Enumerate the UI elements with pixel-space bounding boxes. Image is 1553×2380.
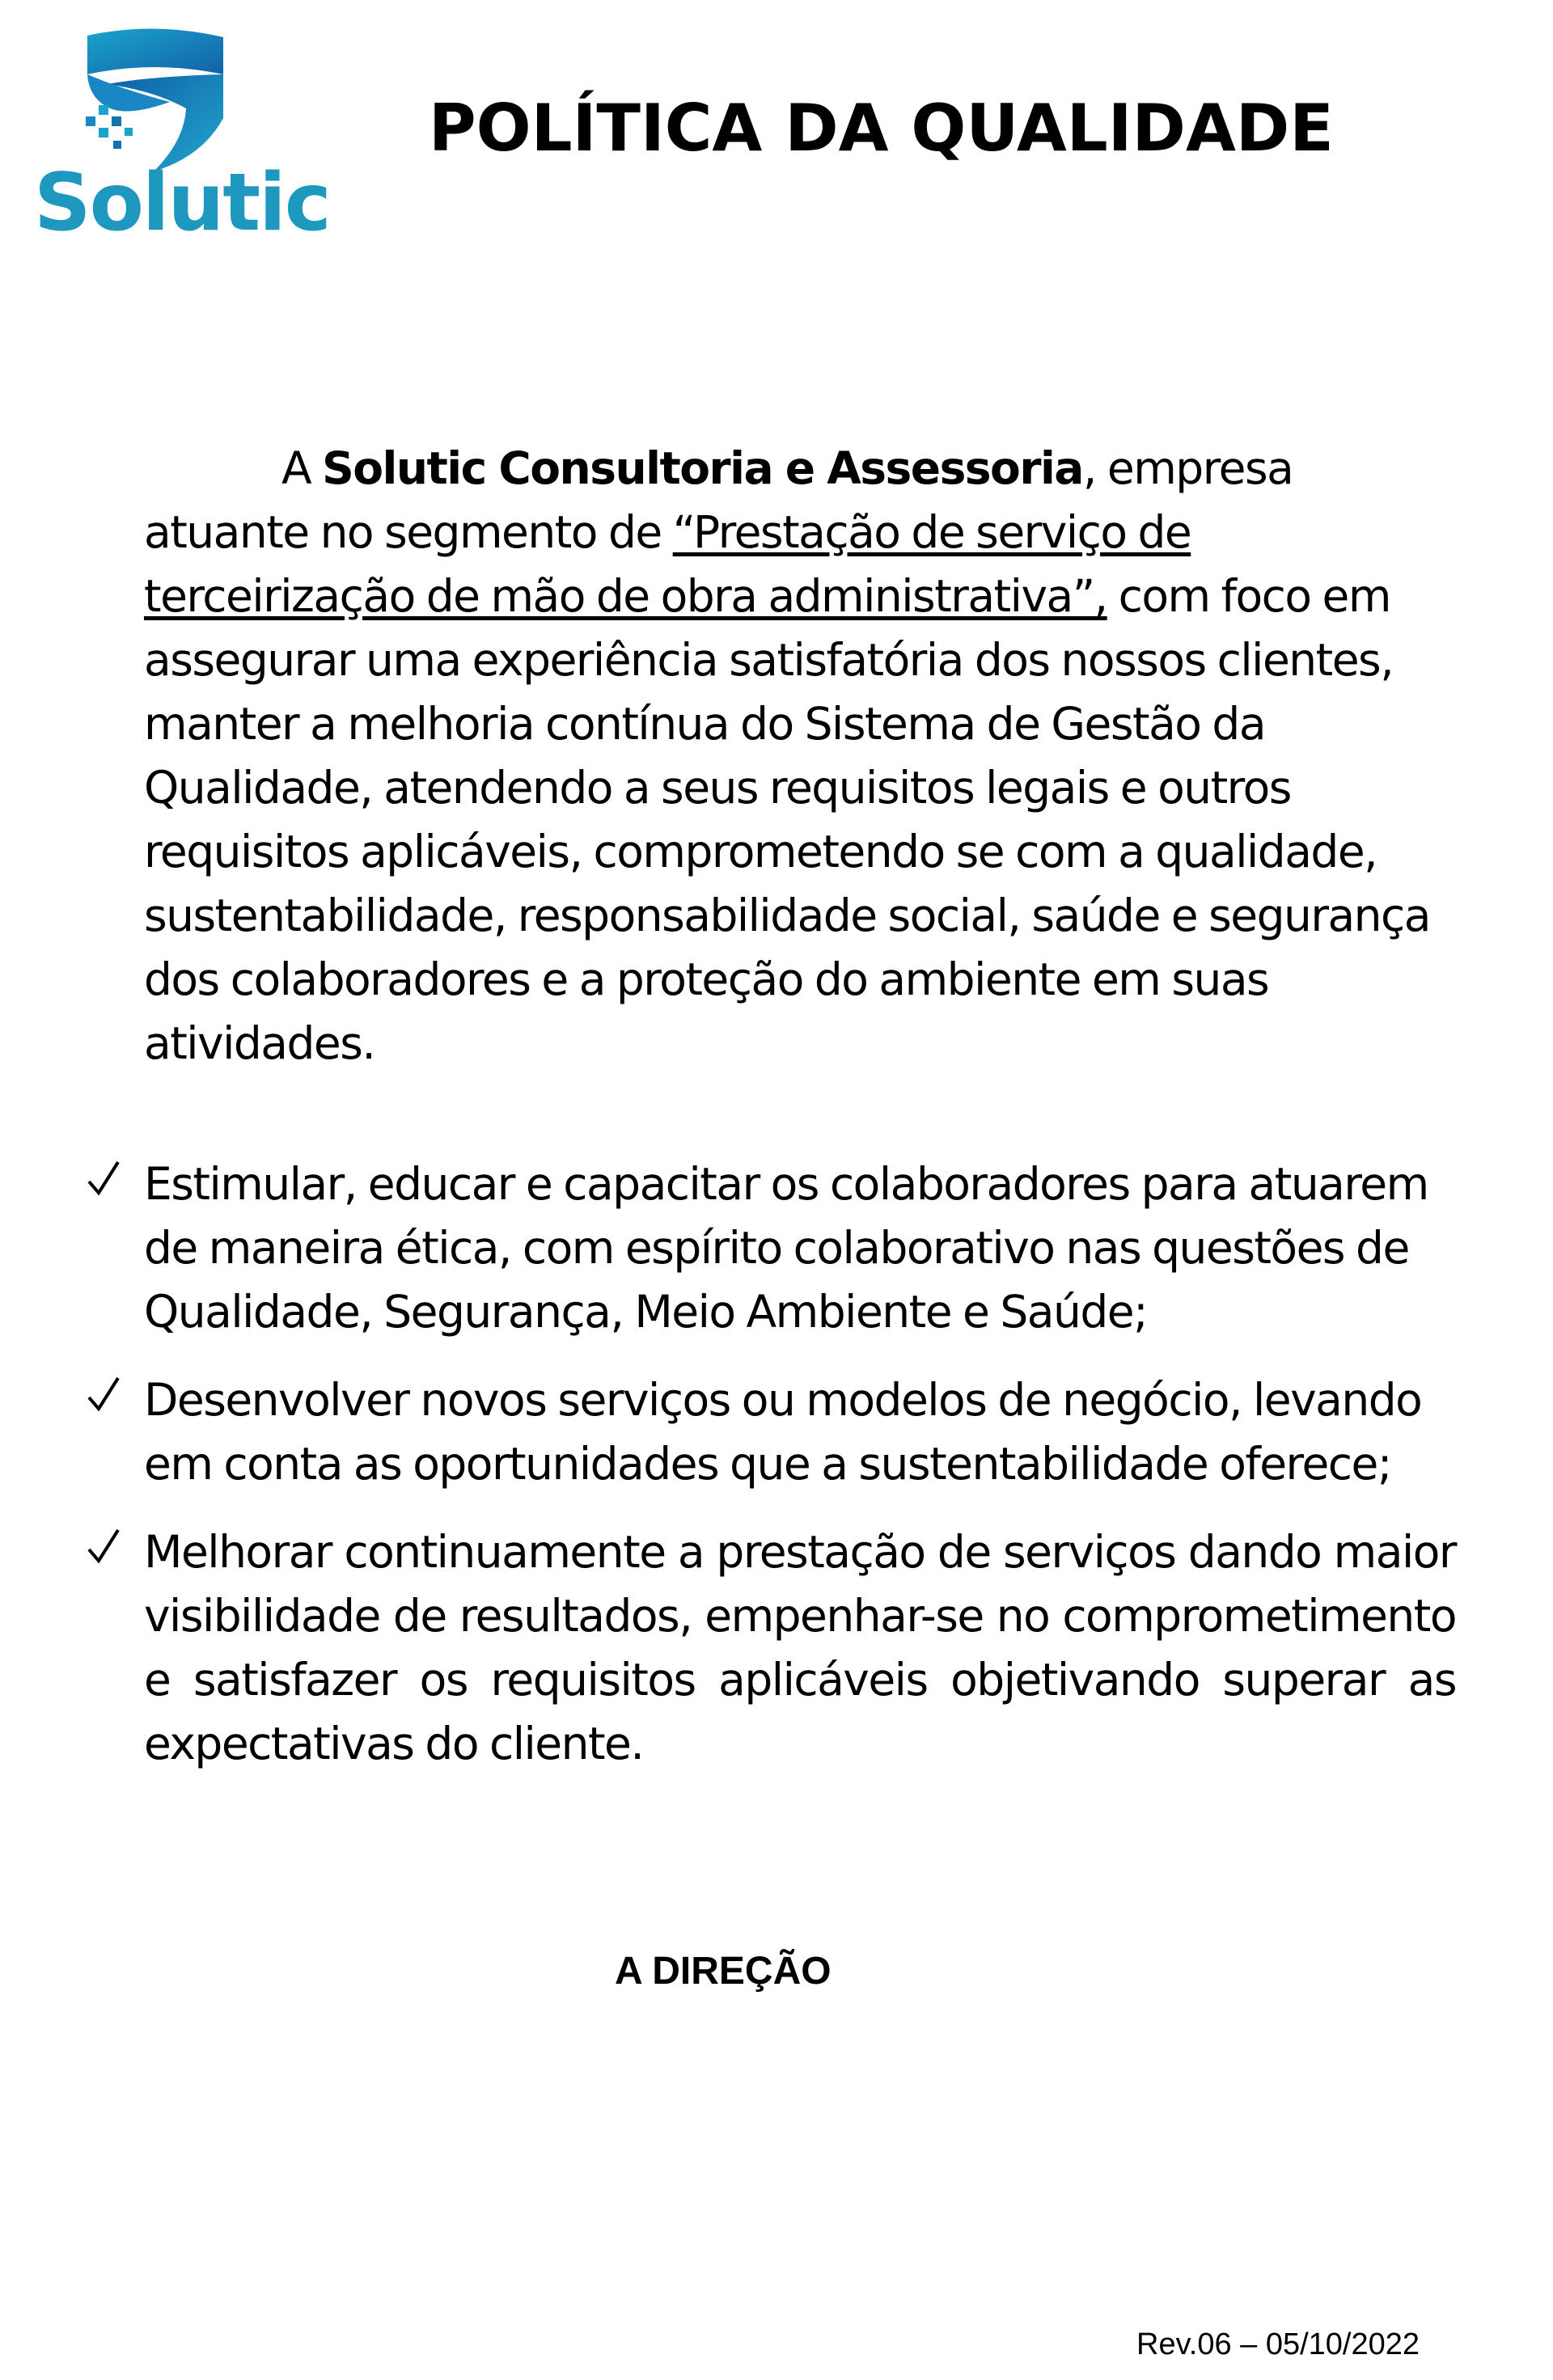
company-name: Solutic Consultoria e Assessoria bbox=[322, 442, 1083, 494]
checkmark-icon bbox=[86, 1154, 121, 1203]
intro-paragraph bbox=[144, 437, 1454, 1076]
checkmark-icon bbox=[86, 1370, 121, 1418]
checkmark-icon bbox=[86, 1522, 121, 1570]
logo-wordmark: Solutic bbox=[34, 157, 330, 249]
commitment-text: Desenvolver novos serviços ou modelos de negócio, levando em conta as oportunidades que a sustentabilidade oferece; bbox=[144, 1374, 1422, 1490]
intro-text-end: com foco em assegurar uma experiência satisfatória dos nossos clientes, manter a melhoria contínua do Sistema de Gestão da Qualidade, atendendo a seus requisitos legais e outros requisitos aplicáveis, comprometendo se com a qualidade, sustentabilidade, responsabilidade social, saúde e segurança dos colaboradores e a proteção do ambiente em suas atividades. bbox=[144, 570, 1430, 1069]
commitment-text: Melhorar continuamente a prestação de serviços dando maior visibilidade de resultados, empenhar-se no comprometimento e satisfazer os requisitos aplicáveis objetivando superar as expectativas do cliente. bbox=[144, 1526, 1456, 1769]
intro-text-middle: , empresa atuante no segmento de bbox=[144, 442, 1293, 558]
commitment-list bbox=[81, 1152, 1456, 1800]
company-logo bbox=[32, 27, 330, 249]
commitment-item bbox=[81, 1152, 1456, 1344]
signature: A DIREÇÃO bbox=[615, 1950, 832, 1993]
logo-shield-icon bbox=[32, 27, 330, 249]
revision-label: Rev.06 – 05/10/2022 bbox=[1136, 2327, 1420, 2361]
service-segment: “Prestação de serviço de terceirização de mão de obra administrativa”, bbox=[144, 506, 1191, 622]
page-title: POLÍTICA DA QUALIDADE bbox=[429, 91, 1334, 166]
intro-text-start: A bbox=[281, 442, 323, 494]
commitment-item bbox=[81, 1520, 1456, 1776]
commitment-text: Estimular, educar e capacitar os colaboradores para atuarem de maneira ética, com espírito colaborativo nas questões de Qualidade, Segurança, Meio Ambiente e Saúde; bbox=[144, 1158, 1428, 1338]
commitment-item bbox=[81, 1368, 1456, 1496]
